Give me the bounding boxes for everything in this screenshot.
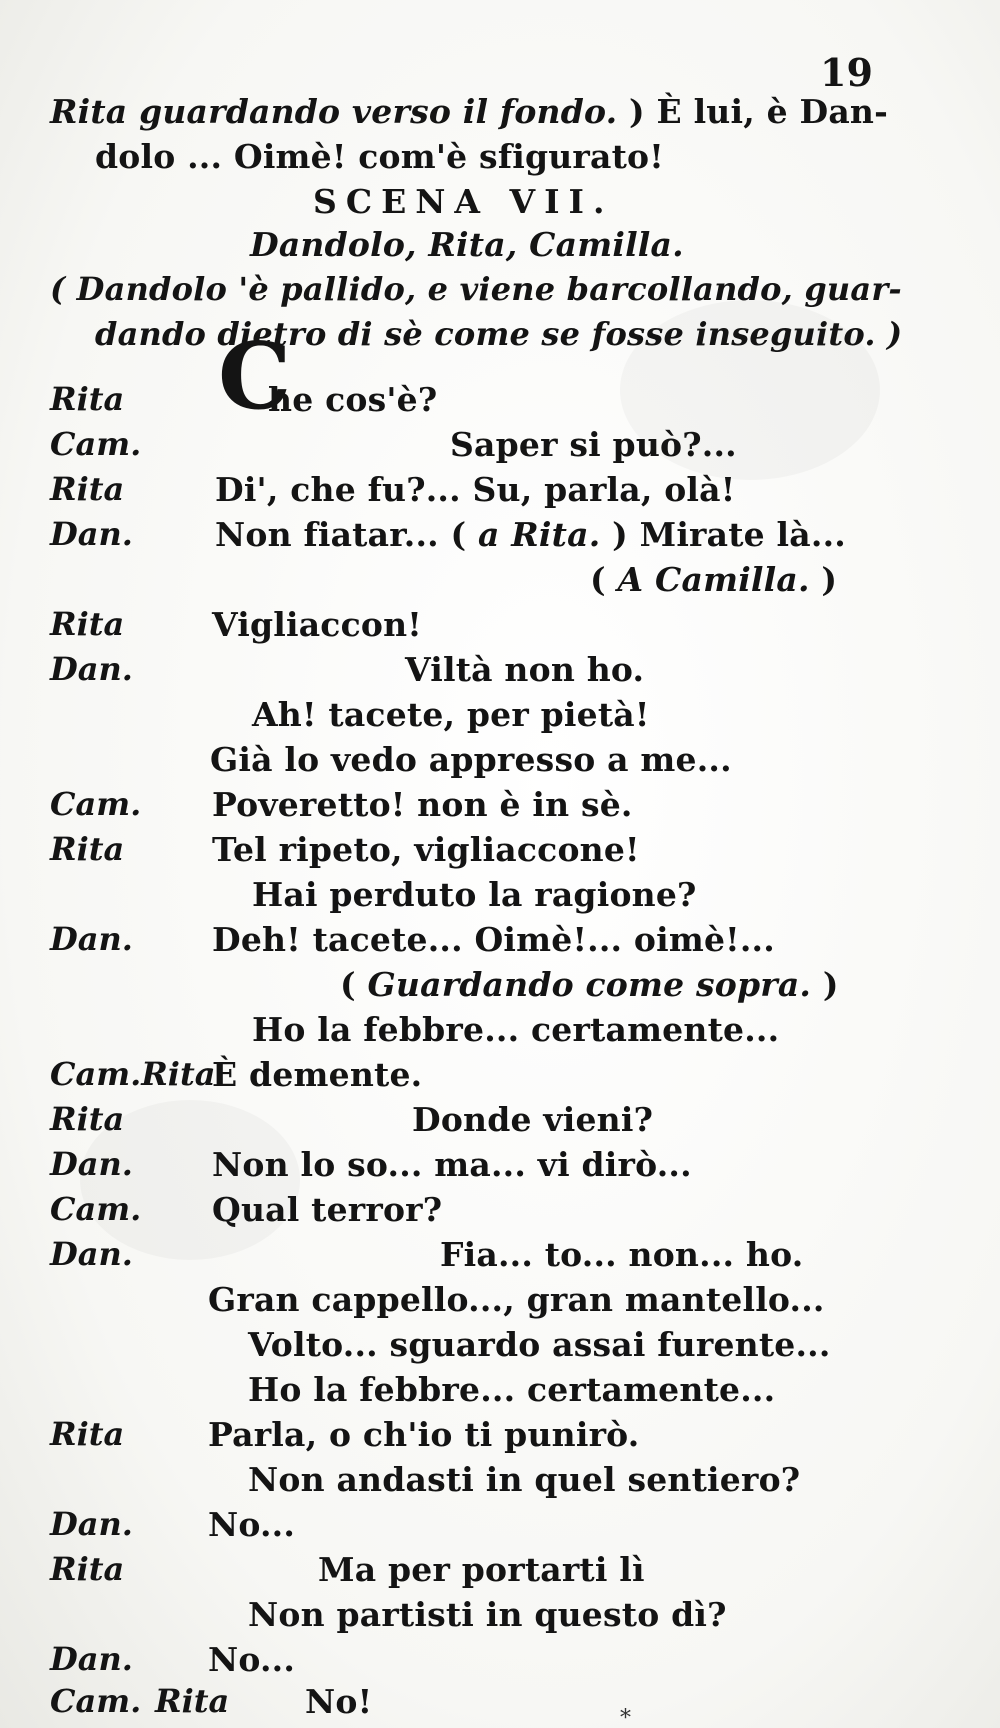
- header-line-1: Rita guardando verso il fondo. ) È lui, è Dan-: [50, 92, 888, 131]
- dialogue-line: Viltà non ho.: [405, 650, 645, 689]
- speaker-label: Cam.Rita: [50, 1055, 216, 1093]
- dialogue-line: Non fiatar... ( a Rita. ) Mirate là...: [215, 515, 846, 554]
- dialogue-line: Fia... to... non... ho.: [440, 1235, 804, 1274]
- speaker-label: Dan.: [50, 920, 133, 958]
- dialogue-line: No...: [208, 1640, 296, 1679]
- page-number: 19: [820, 50, 873, 95]
- scene-title: SCENA VII.: [313, 182, 614, 221]
- speaker-label: Dan.: [50, 650, 133, 688]
- dialogue-line: Tel ripeto, vigliaccone!: [212, 830, 640, 869]
- dialogue-line: Donde vieni?: [412, 1100, 654, 1139]
- dialogue-line: Hai perduto la ragione?: [252, 875, 697, 914]
- speaker-label: Rita: [50, 1550, 125, 1588]
- header-line-2: dolo ... Oimè! com'è sfigurato!: [95, 137, 664, 176]
- dialogue-line: he cos'è?: [268, 380, 438, 419]
- stage-direction-inline: ( A Camilla. ): [590, 560, 838, 599]
- footer-asterisk: *: [620, 1706, 631, 1728]
- dialogue-line: Poveretto! non è in sè.: [212, 785, 633, 824]
- speaker-label: Dan.: [50, 1505, 133, 1543]
- dialogue-line: Non lo so... ma... vi dirò...: [212, 1145, 692, 1184]
- stage-direction-line-2: dando dietro di sè come se fosse inseguito. ): [95, 315, 903, 353]
- speaker-label: Rita: [50, 605, 125, 643]
- drop-cap-letter: C: [218, 322, 292, 430]
- speaker-label: Rita: [50, 830, 125, 868]
- speaker-label: Rita: [50, 1100, 125, 1138]
- dialogue-line: Volto... sguardo assai furente...: [248, 1325, 831, 1364]
- speaker-label: Cam.: [50, 785, 142, 823]
- speaker-label: Rita: [50, 380, 125, 418]
- dialogue-line: Ho la febbre... certamente...: [252, 1010, 780, 1049]
- dialogue-line: Vigliaccon!: [212, 605, 422, 644]
- dialogue-line: Non andasti in quel sentiero?: [248, 1460, 801, 1499]
- dialogue-line: No...: [208, 1505, 296, 1544]
- stage-direction-line-1: ( Dandolo 'è pallido, e viene barcollando, guar-: [50, 270, 902, 308]
- dialogue-line: Ah! tacete, per pietà!: [252, 695, 650, 734]
- dialogue-line: Parla, o ch'io ti punirò.: [208, 1415, 640, 1454]
- dialogue-line: Ho la febbre... certamente...: [248, 1370, 776, 1409]
- speaker-label: Rita: [50, 1415, 125, 1453]
- dialogue-line: Già lo vedo appresso a me...: [210, 740, 732, 779]
- speaker-label: Cam.: [50, 1682, 142, 1720]
- dialogue-line: No!: [305, 1682, 373, 1721]
- dialogue-line: Deh! tacete... Oimè!... oimè!...: [212, 920, 775, 959]
- dialogue-line: Non partisti in questo dì?: [248, 1595, 727, 1634]
- speaker-label: Dan.: [50, 515, 133, 553]
- dialogue-line: Saper si può?...: [450, 425, 737, 464]
- speaker-label: Dan.: [50, 1235, 133, 1273]
- speaker-label-secondary: Rita: [155, 1682, 230, 1720]
- dialogue-line: È demente.: [212, 1055, 423, 1094]
- stage-direction-inline: ( Guardando come sopra. ): [340, 965, 839, 1004]
- speaker-label: Dan.: [50, 1145, 133, 1183]
- speaker-label: Rita: [50, 470, 125, 508]
- dialogue-line: Di', che fu?... Su, parla, olà!: [215, 470, 736, 509]
- scene-characters: Dandolo, Rita, Camilla.: [250, 225, 684, 264]
- speaker-label: Cam.: [50, 1190, 142, 1228]
- speaker-label: Cam.: [50, 425, 142, 463]
- dialogue-line: Gran cappello..., gran mantello...: [208, 1280, 825, 1319]
- dialogue-line: Qual terror?: [212, 1190, 443, 1229]
- speaker-label: Dan.: [50, 1640, 133, 1678]
- dialogue-line: Ma per portarti lì: [318, 1550, 645, 1589]
